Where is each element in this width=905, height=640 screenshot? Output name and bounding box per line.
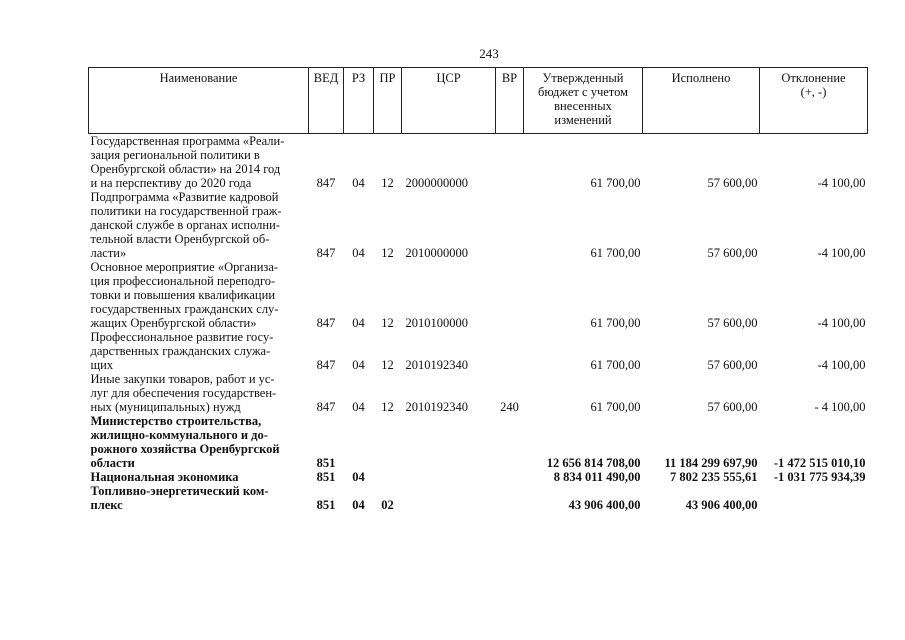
csr-cell bbox=[402, 470, 496, 484]
table-header-row bbox=[89, 68, 868, 134]
header-approved-line: изменений bbox=[554, 113, 612, 127]
rz-cell bbox=[344, 414, 374, 470]
pr-cell: 12 bbox=[381, 176, 394, 190]
approved-cell: 8 834 011 490,00 bbox=[553, 470, 641, 484]
table-row bbox=[89, 372, 868, 414]
header-approved-line: Утвержденный bbox=[542, 71, 624, 85]
name-cell bbox=[89, 414, 309, 470]
pr-cell: 12 bbox=[381, 400, 394, 414]
pr-cell bbox=[374, 414, 402, 470]
vr-cell bbox=[496, 330, 524, 372]
pr-cell: 12 bbox=[381, 246, 394, 260]
name-line: Министерство строительства, bbox=[90, 414, 262, 428]
deviation-cell: -4 100,00 bbox=[817, 246, 866, 260]
approved-cell: 43 906 400,00 bbox=[568, 498, 641, 512]
name-line: Государственная программа «Реали- bbox=[90, 134, 285, 148]
deviation-cell: -4 100,00 bbox=[817, 176, 866, 190]
vr-cell: 240 bbox=[500, 400, 519, 414]
name-line: луг для обеспечения государствен- bbox=[90, 386, 277, 400]
executed-cell: 57 600,00 bbox=[707, 316, 758, 330]
table-row bbox=[89, 484, 868, 512]
deviation-cell bbox=[760, 484, 868, 512]
header-approved-line: внесенных bbox=[554, 99, 612, 113]
deviation-cell: -4 100,00 bbox=[817, 316, 866, 330]
name-line: жилищно-коммунального и до- bbox=[90, 428, 268, 442]
header-rz: РЗ bbox=[344, 68, 374, 134]
deviation-cell: -4 100,00 bbox=[817, 358, 866, 372]
vr-cell bbox=[496, 260, 524, 330]
table-row bbox=[89, 190, 868, 260]
ved-cell: 847 bbox=[316, 358, 336, 372]
deviation-cell: - 4 100,00 bbox=[814, 400, 866, 414]
budget-table bbox=[88, 67, 868, 512]
header-approved-budget bbox=[524, 68, 643, 134]
pr-cell bbox=[374, 470, 402, 484]
ved-cell: 847 bbox=[316, 246, 336, 260]
pr-cell: 12 bbox=[381, 316, 394, 330]
vr-cell bbox=[496, 484, 524, 512]
table-row bbox=[89, 134, 868, 191]
header-executed: Исполнено bbox=[643, 68, 760, 134]
table-body bbox=[89, 134, 868, 513]
name-line: дарственных гражданских служа- bbox=[90, 344, 271, 358]
name-line: щих bbox=[90, 358, 114, 372]
csr-cell: 2010192340 bbox=[405, 358, 468, 372]
header-ved: ВЕД bbox=[309, 68, 344, 134]
page-number: 243 bbox=[479, 46, 499, 61]
approved-cell: 61 700,00 bbox=[590, 316, 641, 330]
name-cell bbox=[89, 190, 309, 260]
table-row bbox=[89, 470, 868, 484]
name-line: Топливно-энергетический ком- bbox=[90, 484, 269, 498]
rz-cell: 04 bbox=[352, 498, 365, 512]
ved-cell: 847 bbox=[316, 400, 336, 414]
vr-cell bbox=[496, 470, 524, 484]
name-line: Национальная экономика bbox=[90, 470, 239, 484]
name-cell bbox=[89, 484, 309, 512]
csr-cell bbox=[402, 484, 496, 512]
deviation-cell: -1 031 775 934,39 bbox=[773, 470, 866, 484]
approved-cell: 61 700,00 bbox=[590, 176, 641, 190]
name-cell bbox=[89, 330, 309, 372]
executed-cell: 57 600,00 bbox=[707, 358, 758, 372]
executed-cell: 11 184 299 697,90 bbox=[664, 456, 758, 470]
name-line: плекс bbox=[90, 498, 123, 512]
vr-cell bbox=[496, 414, 524, 470]
name-line: ласти» bbox=[90, 246, 127, 260]
header-deviation-line: (+, -) bbox=[800, 85, 827, 99]
rz-cell: 04 bbox=[352, 470, 365, 484]
ved-cell: 847 bbox=[316, 316, 336, 330]
table-row bbox=[89, 414, 868, 470]
ved-cell: 851 bbox=[316, 498, 336, 512]
deviation-cell: -1 472 515 010,10 bbox=[773, 456, 866, 470]
pr-cell: 12 bbox=[381, 358, 394, 372]
rz-cell: 04 bbox=[352, 246, 365, 260]
header-pr: ПР bbox=[374, 68, 402, 134]
vr-cell bbox=[496, 190, 524, 260]
table-row bbox=[89, 260, 868, 330]
name-line: Подпрограмма «Развитие кадровой bbox=[90, 190, 279, 204]
approved-cell: 61 700,00 bbox=[590, 358, 641, 372]
ved-cell: 851 bbox=[316, 470, 336, 484]
approved-cell: 61 700,00 bbox=[590, 400, 641, 414]
name-cell bbox=[89, 470, 309, 484]
pr-cell: 02 bbox=[381, 498, 394, 512]
name-line: рожного хозяйства Оренбургской bbox=[90, 442, 280, 456]
executed-cell: 43 906 400,00 bbox=[685, 498, 758, 512]
header-name: Наименование bbox=[89, 68, 309, 134]
rz-cell: 04 bbox=[352, 358, 365, 372]
header-csr: ЦСР bbox=[402, 68, 496, 134]
executed-cell: 57 600,00 bbox=[707, 246, 758, 260]
name-line: области bbox=[90, 456, 135, 470]
name-line: ция профессиональной переподго- bbox=[90, 274, 276, 288]
name-line: и на перспективу до 2020 года bbox=[90, 176, 252, 190]
rz-cell: 04 bbox=[352, 400, 365, 414]
executed-cell: 7 802 235 555,61 bbox=[670, 470, 758, 484]
name-line: жащих Оренбургской области» bbox=[90, 316, 257, 330]
name-line: Иные закупки товаров, работ и ус- bbox=[90, 372, 275, 386]
header-deviation bbox=[760, 68, 868, 134]
name-cell bbox=[89, 134, 309, 191]
header-deviation-line: Отклонение bbox=[781, 71, 846, 85]
approved-cell: 61 700,00 bbox=[590, 246, 641, 260]
executed-cell: 57 600,00 bbox=[707, 400, 758, 414]
rz-cell: 04 bbox=[352, 176, 365, 190]
name-line: Профессиональное развитие госу- bbox=[90, 330, 274, 344]
name-line: Основное мероприятие «Организа- bbox=[90, 260, 279, 274]
csr-cell: 2010192340 bbox=[405, 400, 468, 414]
executed-cell: 57 600,00 bbox=[707, 176, 758, 190]
name-line: тельной власти Оренбургской об- bbox=[90, 232, 270, 246]
name-line: Оренбургской области» на 2014 год bbox=[90, 162, 281, 176]
name-line: данской службе в органах исполни- bbox=[90, 218, 280, 232]
table-row bbox=[89, 330, 868, 372]
vr-cell bbox=[496, 134, 524, 191]
name-line: товки и повышения квалификации bbox=[90, 288, 276, 302]
name-cell bbox=[89, 372, 309, 414]
csr-cell bbox=[402, 414, 496, 470]
ved-cell: 851 bbox=[316, 456, 336, 470]
ved-cell: 847 bbox=[316, 176, 336, 190]
name-cell bbox=[89, 260, 309, 330]
name-line: политики на государственной граж- bbox=[90, 204, 282, 218]
header-vr: ВР bbox=[496, 68, 524, 134]
header-approved-line: бюджет с учетом bbox=[537, 85, 628, 99]
csr-cell: 2000000000 bbox=[405, 176, 468, 190]
csr-cell: 2010000000 bbox=[405, 246, 468, 260]
name-line: ных (муниципальных) нужд bbox=[90, 400, 241, 414]
approved-cell: 12 656 814 708,00 bbox=[546, 456, 641, 470]
rz-cell: 04 bbox=[352, 316, 365, 330]
csr-cell: 2010100000 bbox=[405, 316, 468, 330]
name-line: зация региональной политики в bbox=[90, 148, 260, 162]
name-line: государственных гражданских слу- bbox=[90, 302, 279, 316]
